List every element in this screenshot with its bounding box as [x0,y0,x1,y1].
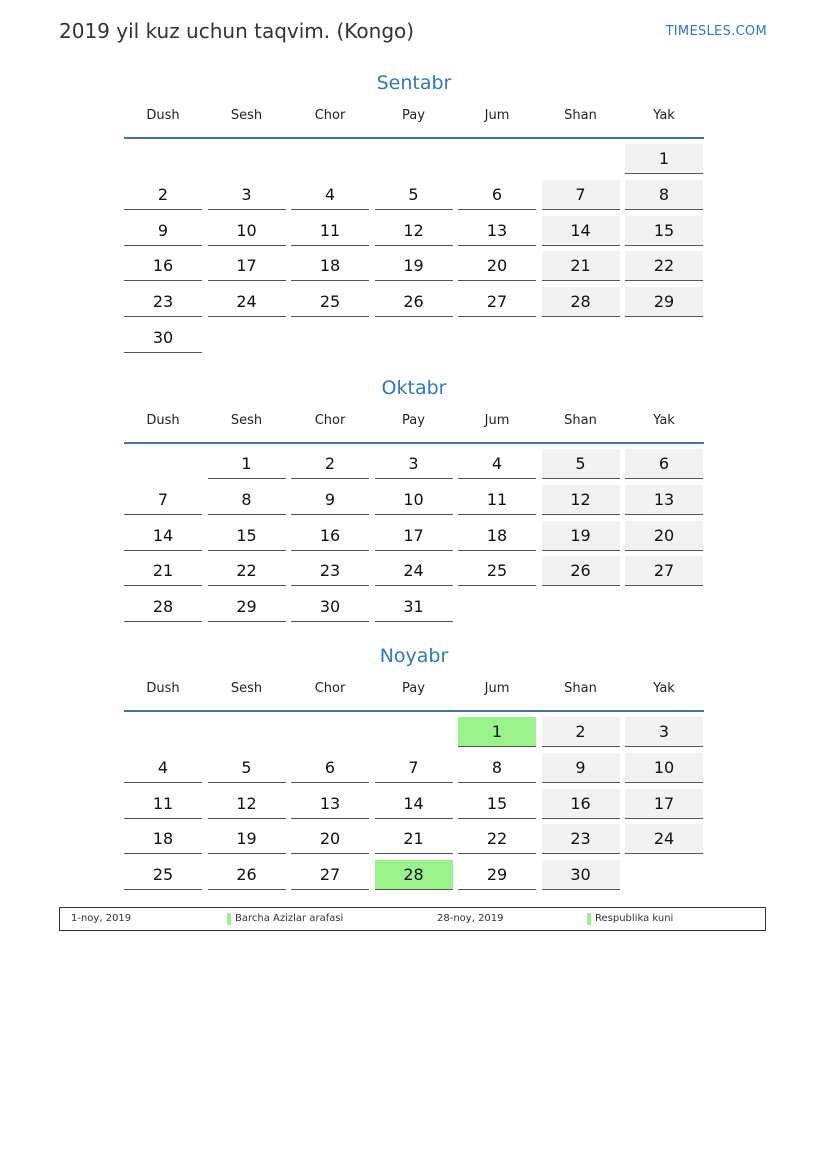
weekday-header [124,412,704,444]
day-cell: 22 [625,251,703,281]
weekday-label: Yak [653,108,675,123]
day-cell: 3 [625,717,703,747]
day-cell: 7 [542,180,620,210]
month-sentabr [124,70,704,347]
day-cell: 27 [291,860,369,890]
day-cell: 28 [542,287,620,317]
day-cell: 1 [208,449,286,479]
day-cell: 8 [208,485,286,515]
day-cell: 18 [124,824,202,854]
day-cell: 22 [458,824,536,854]
day-cell: 20 [625,521,703,551]
day-cell: 18 [291,251,369,281]
day-cell: 22 [208,556,286,586]
day-cell: 19 [375,251,453,281]
day-cell: 7 [375,753,453,783]
day-cell: 6 [291,753,369,783]
legend-color-mark [587,913,591,925]
day-cell: 29 [625,287,703,317]
weekday-label: Yak [653,681,675,696]
day-cell: 6 [625,449,703,479]
weekday-label: Dush [146,413,180,428]
day-cell: 30 [542,860,620,890]
weekday-label: Sesh [230,413,263,428]
day-cell: 16 [291,521,369,551]
day-cell: 9 [291,485,369,515]
day-cell: 21 [542,251,620,281]
day-cell: 28 [375,860,453,890]
day-cell: 28 [124,592,202,622]
day-cell: 24 [208,287,286,317]
day-cell: 14 [542,216,620,246]
day-cell: 29 [458,860,536,890]
legend-date: 28-noy, 2019 [437,913,504,924]
page-title: 2019 yil kuz uchun taqvim. (Kongo) [59,19,415,43]
day-cell: 12 [375,216,453,246]
month-oktabr [124,375,704,617]
day-cell: 20 [458,251,536,281]
day-cell: 10 [375,485,453,515]
weekday-label: Jum [484,413,510,428]
day-cell: 5 [208,753,286,783]
day-cell: 15 [625,216,703,246]
day-cell: 9 [542,753,620,783]
day-cell: 1 [458,717,536,747]
day-cell: 26 [375,287,453,317]
month-title: Oktabr [381,377,447,399]
day-cell: 2 [291,449,369,479]
day-cell: 5 [375,180,453,210]
day-cell: 1 [625,144,703,174]
day-cell: 30 [124,323,202,353]
day-cell: 24 [625,824,703,854]
weekday-label: Chor [314,108,346,123]
day-cell: 19 [208,824,286,854]
day-cell: 13 [291,789,369,819]
day-cell: 11 [124,789,202,819]
day-cell: 23 [542,824,620,854]
day-cell: 25 [291,287,369,317]
day-cell: 5 [542,449,620,479]
legend-holiday-name: Barcha Azizlar arafasi [235,913,344,924]
day-cell: 10 [625,753,703,783]
day-cell: 8 [458,753,536,783]
month-noyabr [124,643,704,885]
day-cell: 11 [458,485,536,515]
day-cell: 15 [458,789,536,819]
day-cell: 3 [208,180,286,210]
site-link[interactable]: TIMESLES.COM [665,24,767,39]
legend-holiday-name: Respublika kuni [595,913,674,924]
day-cell: 23 [291,556,369,586]
legend-date: 1-noy, 2019 [71,913,132,924]
weekday-label: Chor [314,681,346,696]
day-cell: 17 [625,789,703,819]
day-cell: 2 [542,717,620,747]
weekday-label: Jum [484,681,510,696]
day-cell: 24 [375,556,453,586]
day-cell: 29 [208,592,286,622]
weekday-label: Jum [484,108,510,123]
day-cell: 23 [124,287,202,317]
day-cell: 25 [458,556,536,586]
day-cell: 4 [291,180,369,210]
weekday-header [124,107,704,139]
day-cell: 8 [625,180,703,210]
day-cell: 27 [625,556,703,586]
day-cell: 17 [375,521,453,551]
weekday-label: Dush [146,681,180,696]
holiday-legend [59,907,766,931]
weekday-label: Shan [564,108,597,123]
day-cell: 26 [208,860,286,890]
day-cell: 13 [458,216,536,246]
day-cell: 12 [542,485,620,515]
weekday-label: Shan [564,413,597,428]
weekday-header [124,680,704,712]
day-cell: 16 [542,789,620,819]
day-cell: 25 [124,860,202,890]
day-cell: 17 [208,251,286,281]
day-cell: 9 [124,216,202,246]
day-cell: 26 [542,556,620,586]
day-cell: 2 [124,180,202,210]
day-cell: 14 [375,789,453,819]
weekday-label: Chor [314,413,346,428]
legend-color-mark [227,913,231,925]
weekday-label: Yak [653,413,675,428]
day-cell: 27 [458,287,536,317]
day-cell: 15 [208,521,286,551]
weekday-label: Pay [402,108,425,123]
day-cell: 10 [208,216,286,246]
weekday-label: Sesh [230,681,263,696]
day-cell: 13 [625,485,703,515]
weekday-label: Pay [402,681,425,696]
weekday-label: Sesh [230,108,263,123]
day-cell: 16 [124,251,202,281]
day-cell: 11 [291,216,369,246]
day-cell: 18 [458,521,536,551]
day-cell: 19 [542,521,620,551]
day-cell: 4 [458,449,536,479]
month-title: Sentabr [376,72,452,94]
weekday-label: Pay [402,413,425,428]
day-cell: 12 [208,789,286,819]
day-cell: 31 [375,592,453,622]
day-cell: 3 [375,449,453,479]
weekday-label: Shan [564,681,597,696]
day-cell: 7 [124,485,202,515]
day-cell: 30 [291,592,369,622]
day-cell: 4 [124,753,202,783]
day-cell: 20 [291,824,369,854]
weekday-label: Dush [146,108,180,123]
month-title: Noyabr [379,645,449,667]
day-cell: 6 [458,180,536,210]
day-cell: 21 [124,556,202,586]
day-cell: 14 [124,521,202,551]
day-cell: 21 [375,824,453,854]
